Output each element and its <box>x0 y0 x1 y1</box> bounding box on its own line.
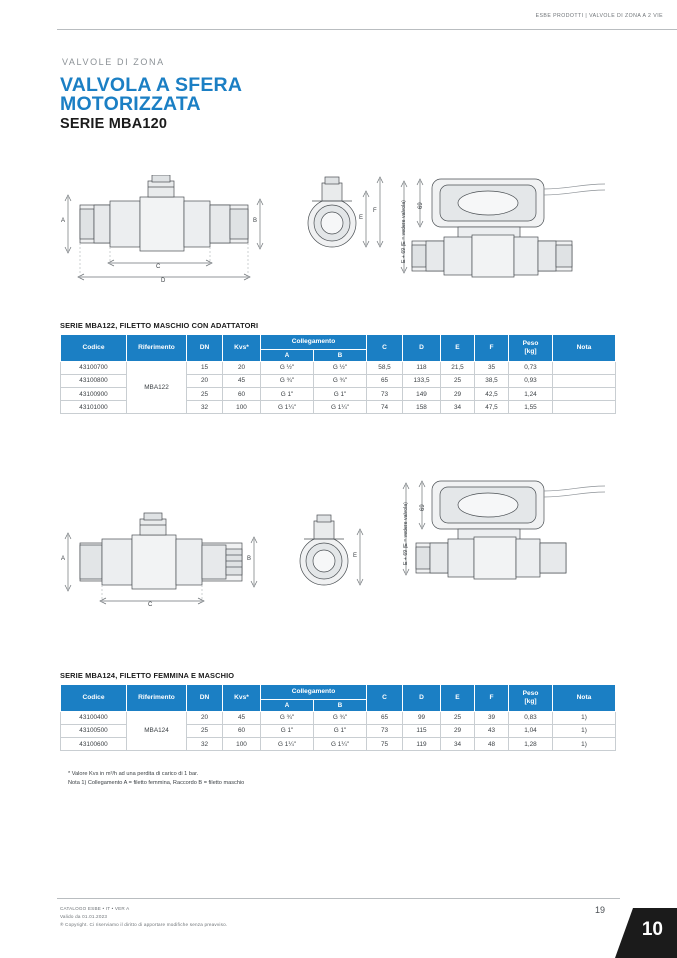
th-kvs: Kvs* <box>223 685 261 712</box>
th-d: D <box>403 335 441 362</box>
table2-caption: SERIE MBA124, FILETTO FEMMINA E MASCHIO <box>60 671 235 680</box>
th-collegamento: Collegamento <box>261 685 367 700</box>
th-riferimento: Riferimento <box>127 685 187 712</box>
cell-kvs: 45 <box>223 711 261 724</box>
cell-c: 73 <box>367 724 403 737</box>
cell-coll-a: G ¾" <box>261 711 314 724</box>
th-riferimento: Riferimento <box>127 335 187 362</box>
table2-head <box>61 685 616 712</box>
th-peso-line1: Peso <box>522 340 539 348</box>
cell-d: 118 <box>403 361 441 374</box>
cell-peso: 1,55 <box>509 401 553 414</box>
th-c: C <box>367 685 403 712</box>
cell-coll-b: G 1¼" <box>314 738 367 751</box>
cell-peso: 0,73 <box>509 361 553 374</box>
cell-kvs: 100 <box>223 738 261 751</box>
table1-head <box>61 335 616 362</box>
cell-c: 65 <box>367 374 403 387</box>
cell-c: 73 <box>367 388 403 401</box>
breadcrumb: ESBE PRODOTTI | VALVOLE DI ZONA A 2 VIE <box>535 13 663 19</box>
th-f: F <box>475 685 509 712</box>
cell-nota: 1) <box>553 711 616 724</box>
dim-label-69: 69 <box>420 504 426 511</box>
footer-divider <box>57 898 620 899</box>
cell-peso: 0,83 <box>509 711 553 724</box>
header-divider <box>57 29 677 30</box>
cell-coll-a: G 1¼" <box>261 401 314 414</box>
cell-e: 21,5 <box>441 361 475 374</box>
th-collegamento-a: A <box>261 699 314 711</box>
dim-label-f: F <box>373 208 377 214</box>
table-mba122 <box>60 334 616 414</box>
dim-label-b: B <box>253 218 258 224</box>
cell-e: 25 <box>441 711 475 724</box>
th-dn: DN <box>187 335 223 362</box>
cell-riferimento: MBA122 <box>127 361 187 414</box>
dim-label-d: D <box>161 278 166 284</box>
cell-dn: 25 <box>187 388 223 401</box>
th-peso-line1: Peso <box>522 690 539 698</box>
footer-validity: Valido da 01.01.2023 <box>60 913 108 919</box>
dim-label-e: E <box>359 215 364 221</box>
page-header <box>0 0 677 30</box>
cell-kvs: 45 <box>223 374 261 387</box>
drawing-bottom-svg <box>60 465 620 615</box>
dim-label-e69: E + 69 (E = vedere valvola) <box>401 200 407 263</box>
th-collegamento-b: B <box>314 349 367 361</box>
cell-e: 29 <box>441 388 475 401</box>
cell-c: 75 <box>367 738 403 751</box>
table2-header-row-1 <box>61 685 616 700</box>
chapter-number: 10 <box>641 919 663 940</box>
dim-label-e: E <box>353 553 358 559</box>
cell-f: 43 <box>475 724 509 737</box>
cell-nota <box>553 401 616 414</box>
th-peso <box>509 335 553 362</box>
page-title-line1: VALVOLA A SFERA <box>60 74 243 96</box>
cell-coll-a: G ½" <box>261 361 314 374</box>
footer-meta <box>60 905 227 928</box>
cell-kvs: 60 <box>223 388 261 401</box>
cell-codice: 43100400 <box>61 711 127 724</box>
cell-d: 115 <box>403 724 441 737</box>
cell-d: 149 <box>403 388 441 401</box>
page-title-line2: MOTORIZZATA <box>60 93 201 115</box>
cell-coll-b: G 1" <box>314 388 367 401</box>
cell-d: 119 <box>403 738 441 751</box>
cell-f: 38,5 <box>475 374 509 387</box>
cell-e: 34 <box>441 738 475 751</box>
cell-coll-a: G 1¼" <box>261 738 314 751</box>
footer-catalog: CATALOGO ESBE • IT • VER A <box>60 906 130 911</box>
cell-f: 39 <box>475 711 509 724</box>
th-codice: Codice <box>61 685 127 712</box>
cell-codice: 43101000 <box>61 401 127 414</box>
cell-dn: 32 <box>187 738 223 751</box>
cell-d: 99 <box>403 711 441 724</box>
cell-coll-a: G ¾" <box>261 374 314 387</box>
dim-label-c: C <box>156 264 161 270</box>
cell-nota: 1) <box>553 724 616 737</box>
footnote-kvs: * Valore Kvs in m³/h ad una perdita di carico di 1 bar. <box>68 771 199 777</box>
cell-kvs: 20 <box>223 361 261 374</box>
cell-codice: 43100900 <box>61 388 127 401</box>
th-kvs: Kvs* <box>223 335 261 362</box>
th-codice: Codice <box>61 335 127 362</box>
cell-dn: 32 <box>187 401 223 414</box>
th-nota: Nota <box>553 335 616 362</box>
dim-label-69: 69 <box>418 202 424 209</box>
cell-nota <box>553 374 616 387</box>
cell-f: 35 <box>475 361 509 374</box>
cell-coll-b: G ¾" <box>314 711 367 724</box>
cell-e: 25 <box>441 374 475 387</box>
cell-c: 65 <box>367 711 403 724</box>
dim-label-a: A <box>61 218 66 224</box>
cell-coll-b: G ½" <box>314 361 367 374</box>
footnote-nota1: Nota 1) Collegamento A = filetto femmina, Raccordo B = filetto maschio <box>68 779 245 786</box>
cell-dn: 25 <box>187 724 223 737</box>
cell-codice: 43100600 <box>61 738 127 751</box>
th-peso <box>509 685 553 712</box>
cell-coll-a: G 1" <box>261 724 314 737</box>
cell-f: 47,5 <box>475 401 509 414</box>
cell-dn: 20 <box>187 711 223 724</box>
cell-peso: 1,28 <box>509 738 553 751</box>
technical-drawing-bottom <box>60 465 620 615</box>
cell-c: 58,5 <box>367 361 403 374</box>
drawing-top-svg <box>60 175 620 290</box>
table-mba124 <box>60 684 616 751</box>
dim-label-b: B <box>247 556 252 562</box>
footer-copyright: ® Copyright. Ci riserviamo il diritto di apportare modifiche senza preavviso. <box>60 921 228 927</box>
technical-drawing-top <box>60 175 620 290</box>
cell-f: 42,5 <box>475 388 509 401</box>
th-c: C <box>367 335 403 362</box>
cell-coll-b: G 1" <box>314 724 367 737</box>
th-e: E <box>441 335 475 362</box>
cell-c: 74 <box>367 401 403 414</box>
cell-codice: 43100800 <box>61 374 127 387</box>
table-row <box>61 711 616 724</box>
section-kicker: VALVOLE DI ZONA <box>62 57 165 67</box>
th-f: F <box>475 335 509 362</box>
cell-kvs: 100 <box>223 401 261 414</box>
cell-nota <box>553 388 616 401</box>
cell-peso: 1,04 <box>509 724 553 737</box>
th-collegamento-a: A <box>261 349 314 361</box>
cell-kvs: 60 <box>223 724 261 737</box>
page-title <box>60 76 242 114</box>
cell-f: 48 <box>475 738 509 751</box>
th-dn: DN <box>187 685 223 712</box>
cell-e: 29 <box>441 724 475 737</box>
cell-codice: 43100500 <box>61 724 127 737</box>
dim-label-c: C <box>148 602 153 608</box>
page-number: 19 <box>595 905 606 915</box>
dim-label-a: A <box>61 556 66 562</box>
table2-body <box>61 711 616 751</box>
cell-e: 34 <box>441 401 475 414</box>
th-peso-line2: [kg] <box>524 347 537 355</box>
series-title: SERIE MBA120 <box>60 116 168 132</box>
table1-body <box>61 361 616 414</box>
cell-coll-a: G 1" <box>261 388 314 401</box>
cell-d: 158 <box>403 401 441 414</box>
th-peso-line2: [kg] <box>524 697 537 705</box>
cell-peso: 1,24 <box>509 388 553 401</box>
table1-caption: SERIE MBA122, FILETTO MASCHIO CON ADATTATORI <box>60 321 259 330</box>
table1-header-row-1 <box>61 335 616 350</box>
th-nota: Nota <box>553 685 616 712</box>
cell-dn: 15 <box>187 361 223 374</box>
cell-nota <box>553 361 616 374</box>
th-collegamento-b: B <box>314 699 367 711</box>
cell-dn: 20 <box>187 374 223 387</box>
th-collegamento: Collegamento <box>261 335 367 350</box>
cell-nota: 1) <box>553 738 616 751</box>
cell-d: 133,5 <box>403 374 441 387</box>
th-e: E <box>441 685 475 712</box>
th-d: D <box>403 685 441 712</box>
dim-label-e69: E + 69 (E = vedere valvola) <box>403 502 409 565</box>
cell-riferimento: MBA124 <box>127 711 187 751</box>
cell-codice: 43100700 <box>61 361 127 374</box>
cell-coll-b: G 1¼" <box>314 401 367 414</box>
table-footnotes <box>68 770 244 787</box>
cell-peso: 0,93 <box>509 374 553 387</box>
table-row <box>61 361 616 374</box>
cell-coll-b: G ¾" <box>314 374 367 387</box>
